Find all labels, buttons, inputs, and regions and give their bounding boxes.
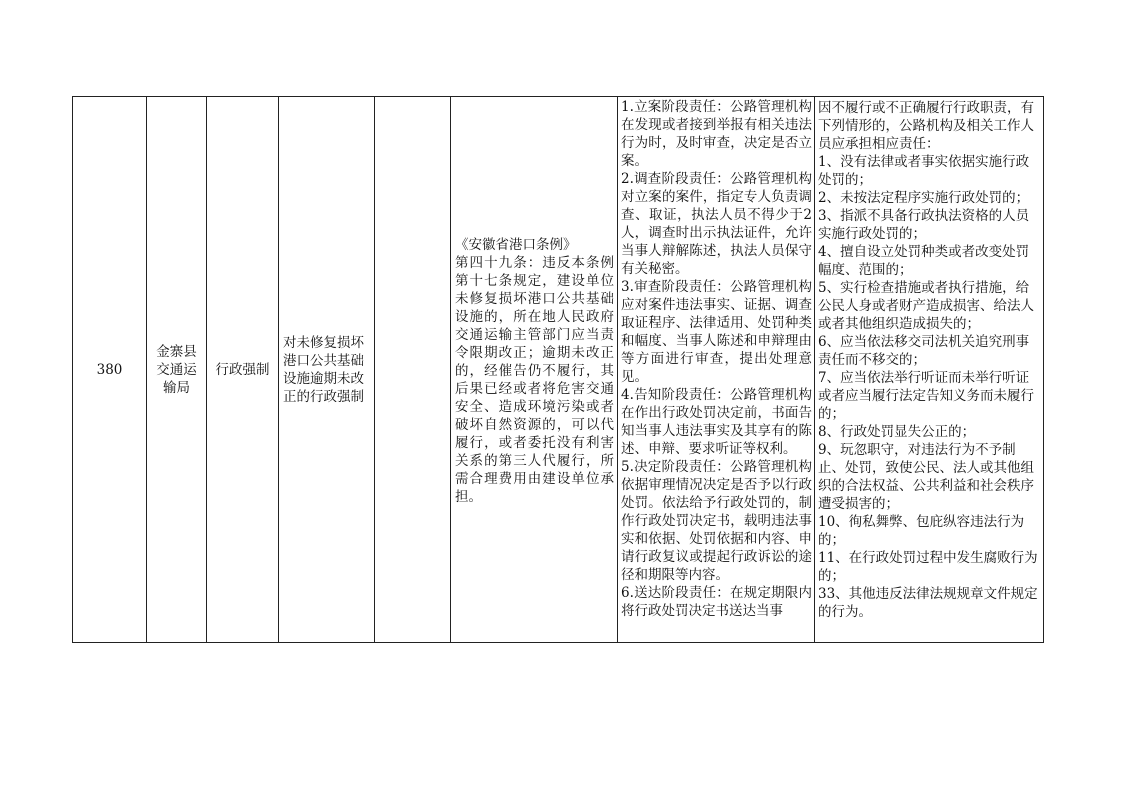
step-filing: 1.立案阶段责任：公路管理机构在发现或者接到举报有相关违法行为时，及时审查，决定是否立案。	[621, 99, 812, 169]
liability-item: 3、指派不具备行政执法资格的人员实施行政处罚的；	[818, 208, 1030, 242]
liability-item: 5、实行检查措施或者执行措施，给公民人身或者财产造成损害、给法人或者其他组织造成损失的；	[818, 280, 1034, 332]
responsibility-steps	[621, 98, 812, 620]
legal-basis-article: 第四十九条：违反本条例第十七条规定，建设单位未修复损坏港口公共基础设施的，所在地人民政府交通运输主管部门应当责令限期改正；逾期未改正的，经催告仍不履行，其后果已经或者将危害交通安全、造成环境污染或者破坏自然资源的，可以代履行，或者委托没有利害关系的第三人代履行，所需合理费用由建设单位承担。	[455, 255, 614, 505]
legal-basis-cell	[451, 97, 618, 642]
liability-intro: 因不履行或不正确履行行政职责，有下列情形的，公路机构及相关工作人员应承担相应责任：	[818, 100, 1034, 152]
liability-item: 9、玩忽职守，对违法行为不予制止、处罚，致使公民、法人或其他组织的合法权益、公共利益和社会秩序遭受损害的；	[818, 442, 1034, 512]
legal-basis-text	[455, 236, 614, 506]
legal-basis-title: 《安徽省港口条例》	[455, 237, 577, 253]
row-number-cell	[73, 97, 147, 642]
liability-item: 2、未按法定程序实施行政处罚的；	[818, 190, 1030, 206]
responsibility-table	[72, 96, 1044, 643]
liability-cell	[815, 97, 1045, 642]
row-number: 380	[96, 361, 123, 378]
liability-item: 10、徇私舞弊、包庇纵容违法行为的；	[818, 514, 1025, 548]
category-cell	[207, 97, 279, 642]
liability-item: 7、应当依法举行听证而未举行听证或者应当履行法定告知义务而未履行的；	[818, 370, 1034, 422]
department-name: 金寨县交通运输局	[156, 343, 197, 396]
step-review: 3.审查阶段责任：公路管理机构应对案件违法事实、证据、调查取证程序、法律适用、处罚种类和幅度、当事人陈述和申辩理由等方面进行审查，提出处理意见。	[621, 279, 812, 385]
item-name-cell	[279, 97, 375, 642]
liability-item: 11、在行政处罚过程中发生腐败行为的；	[818, 550, 1038, 584]
step-delivery: 6.送达阶段责任：在规定期限内将行政处罚决定书送达当事	[621, 585, 812, 619]
department-cell	[147, 97, 207, 642]
liability-item: 33、其他违反法律法规规章文件规定的行为。	[818, 586, 1038, 620]
empty-cell	[375, 97, 451, 642]
step-decision: 5.决定阶段责任：公路管理机构依据审理情况决定是否予以行政处罚。依法给予行政处罚的，制作行政处罚决定书，载明违法事实和依据、处罚依据和内容、申请行政复议或提起行政诉讼的途径和期限等内容。	[621, 459, 812, 583]
liability-item: 4、擅自设立处罚种类或者改变处罚幅度、范围的；	[818, 244, 1030, 278]
step-notification: 4.告知阶段责任：公路管理机构在作出行政处罚决定前，书面告知当事人违法事实及其享有的陈述、申辩、要求听证等权利。	[621, 387, 812, 457]
category-label: 行政强制	[215, 361, 270, 378]
liability-item: 1、没有法律或者事实依据实施行政处罚的；	[818, 154, 1030, 188]
responsibilities-cell	[618, 97, 815, 642]
liability-item: 6、应当依法移交司法机关追究刑事责任而不移交的；	[818, 334, 1030, 368]
step-investigation: 2.调查阶段责任：公路管理机构对立案的案件，指定专人负责调查、取证，执法人员不得少于2人，调查时出示执法证件，允许当事人辩解陈述，执法人员保守有关秘密。	[621, 171, 812, 277]
item-name: 对未修复损坏港口公共基础设施逾期未改正的行政强制	[283, 334, 364, 405]
liability-item: 8、行政处罚显失公正的；	[818, 424, 976, 440]
liability-list	[818, 99, 1042, 621]
